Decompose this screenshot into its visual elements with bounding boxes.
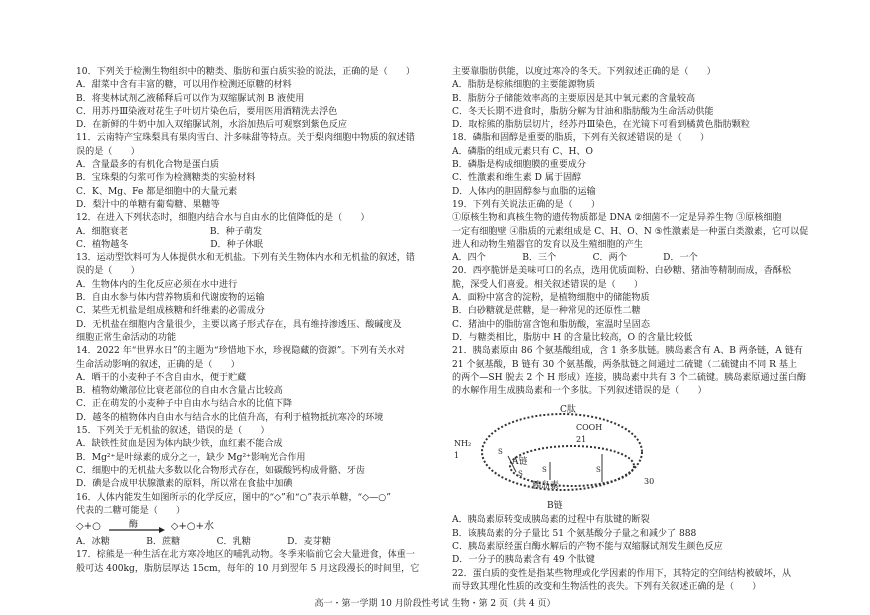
text-line: B．磷脂是构成细胞膜的重要成分: [452, 160, 586, 171]
text-line: ①原核生物和真核生物的遗传物质都是 DNA ②细菌不一定是异养生物 ③原核细胞: [452, 213, 782, 224]
text-line: B．该胰岛素的分子量比 51 个氨基酸分子量之和减少了 888: [452, 528, 697, 539]
text-line: D．无机盐在细胞内含量很少，主要以离子形式存在，具有维持渗透压、酸碱度及: [76, 319, 402, 330]
cooh-label: COOH: [576, 423, 603, 433]
text-line: 22．蛋白质的变性是指某些物理或化学因素的作用下，其特定的空间结构被破坏，从: [452, 568, 791, 579]
left-column: [76, 66, 442, 576]
text-line: B．白砂糖就是蔗糖，是一种常见的还原性二糖: [452, 306, 641, 317]
text-line: 10．下列关于检测生物组织中的糖类、脂肪和蛋白质实验的说法，正确的是（ ）: [76, 67, 415, 77]
text-line: 细胞正常生命活动的功能: [76, 332, 177, 343]
sulfur-label: S: [596, 466, 601, 475]
c-peptide-label: C肽: [560, 405, 576, 416]
residue-21-label: 21: [576, 435, 587, 445]
text-line: D．与糖类相比，脂肪中 H 的含量比较高，O 的含量比较低: [452, 332, 693, 343]
text-line: B．脂肪分子储能效率高的主要原因是其中氧元素的含量较高: [452, 93, 696, 104]
sulfur-label: S: [542, 466, 547, 475]
left-lines-2: [76, 536, 442, 576]
text-line: A．生物体内的生化反应必须在水中进行: [76, 279, 238, 290]
text-line: A．面粉中富含的淀粉，是植物细胞中的储能物质: [452, 293, 650, 304]
text-line: A．缺铁性贫血是因为体内缺少铁，血红素不能合成: [76, 439, 283, 450]
text-line: 般可达 400kg，脂肪层厚达 15cm，每年的 10 月到翌年 5 月这段漫长的时间里，它: [76, 563, 420, 574]
text-line: C．某些无机盐是组成核糖和纤维素的必需成分: [76, 306, 265, 317]
formula-lhs: ◇+○: [76, 521, 101, 533]
text-line: A．细胞衰老 B．种子萌发: [76, 226, 263, 237]
text-line: 16．人体内能发生如图所示的化学反应，图中的“◇”和“○”表示单糖，“◇—○”: [76, 492, 391, 503]
text-line: 一定有细胞壁 ④脂质的元素组成是 C、H、O、N ⑤性激素是一种蛋白类激素，它可以促: [452, 226, 809, 237]
text-line: 脆，深受人们喜爱。相关叙述错误的是（ ）: [452, 279, 643, 290]
text-line: A．磷脂的组成元素只有 C、H、O: [452, 146, 593, 157]
text-line: 14．2022 年“世界水日”的主题为“珍惜地下水，珍视隐藏的资源”。下列有关水对: [76, 346, 406, 357]
text-line: A．晒干的小麦种子不含自由水，便于贮藏: [76, 372, 247, 383]
page-footer: 高一・第一学期 10 月阶段性考试 生物・第 2 页（共 4 页）: [314, 599, 556, 609]
residue-1-label: 1: [454, 451, 460, 461]
text-line: 12．在进入下列状态时，细胞内结合水与自由水的比值降低的是（ ）: [76, 213, 370, 224]
text-line: 18．磷脂和固醇是重要的脂质，下列有关叙述错误的是（ ）: [452, 133, 710, 144]
residue-30-label: 30: [644, 477, 655, 487]
text-line: D．越冬的植物体内自由水与结合水的比值升高，有利于植物抵抗寒冷的环境: [76, 412, 384, 423]
text-line: B．宝珠梨的匀浆可作为检测糖类的实验材料: [76, 173, 256, 184]
text-line: 误的是（ ）: [76, 146, 140, 157]
text-line: 20．西亭脆饼是美味可口的名点，选用优质面粉、白砂糖、猪油等精制而成，香酥松: [452, 266, 791, 277]
text-line: 的水解作用生成胰岛素和一个多肽。下列叙述错误的是（ ）: [452, 386, 707, 397]
text-line: C．胰岛素原经蛋白酶水解后的产物不能与双缩脲试剂发生颜色反应: [452, 542, 723, 553]
arrow-icon: [107, 519, 165, 535]
text-line: C．冬天长期不进食时，脂肪分解为甘油和脂肪酸为生命活动供能: [452, 106, 714, 117]
text-line: B．Mg²⁺是叶绿素的成分之一，缺少 Mg²⁺影响光合作用: [76, 452, 306, 463]
text-line: 进人和动物生殖器官的发育以及生殖细胞的产生: [452, 239, 643, 250]
text-line: 21 个氨基酸，B 链有 30 个氨基酸，两条肽链之间通过二硫键（二硫键由不同 R 基上: [452, 359, 798, 370]
text-line: 生命活动影响的叙述，正确的是（ ）: [76, 359, 240, 370]
b-chain-label: B链: [547, 501, 563, 512]
text-line: A．甜菜中含有丰富的糖，可以用作检测还原糖的材料: [76, 80, 292, 91]
text-line: C．用苏丹Ⅲ染液对花生子叶切片染色后，要用医用酒精洗去浮色: [76, 106, 338, 117]
text-line: 17．棕熊是一种生活在北方寒冷地区的哺乳动物。冬季来临前它会大量进食，体重一: [76, 550, 415, 561]
text-line: 15．下列关于无机盐的叙述，错误的是（ ）: [76, 426, 270, 437]
text-line: 主要靠脂肪供能，以度过寒冷的冬天。下列叙述正确的是（ ）: [452, 67, 716, 77]
text-line: C．植物越冬 D．种子休眠: [76, 239, 264, 250]
text-line: B．植物幼嫩部位比衰老部位的自由水含量占比较高: [76, 386, 283, 397]
text-line: A．含量最多的有机化合物是蛋白质: [76, 160, 219, 171]
insulin-label: 胰岛素: [532, 481, 560, 492]
nh2-label: NH₂: [454, 439, 472, 449]
text-line: A．胰岛素原转变成胰岛素的过程中有肽键的断裂: [452, 515, 650, 526]
text-line: C．正在萌发的小麦种子中自由水与结合水的比值下降: [76, 399, 293, 410]
text-line: 而导致其理化性质的改变和生物活性的丧失。下列有关叙述正确的是（ ）: [452, 581, 762, 592]
text-line: 19．下列有关说法正确的是（ ）: [452, 199, 600, 210]
insulin-diagram: [452, 400, 822, 512]
sulfur-label: S: [498, 448, 503, 457]
text-line: D．一分子的胰岛素含有 49 个肽键: [452, 555, 595, 566]
text-line: C．细胞中的无机盐大多数以化合物形式存在，如碳酸钙构成骨骼、牙齿: [76, 465, 365, 476]
text-line: D．在新鲜的牛奶中加入双缩脲试剂，水浴加热后可观察到紫色反应: [76, 120, 348, 131]
text-line: C．K、Mg、Fe 都是细胞中的大量元素: [76, 186, 238, 197]
enzyme-label: 酶: [128, 520, 138, 531]
text-line: B．自由水参与体内营养物质和代谢废物的运输: [76, 293, 265, 304]
text-line: 13．运动型饮料可为人体提供水和无机盐。下列有关生物体内水和无机盐的叙述，错: [76, 253, 415, 264]
text-line: D．梨汁中的单糖有葡萄糖、果糖等: [76, 199, 220, 210]
sulfur-label: S: [518, 470, 523, 479]
text-line: A．四个 B．三个 C．两个 D．一个: [452, 253, 698, 264]
text-line: 11．云南特产宝珠梨具有果肉雪白、汁多味甜等特点。关于梨肉细胞中物质的叙述错: [76, 133, 415, 144]
text-line: A．脂肪是棕熊细胞的主要能源物质: [452, 80, 595, 91]
text-line: 21．胰岛素原由 86 个氨基酸组成，含 1 条多肽链。胰岛素含有 A、B 两条链，A 链有: [452, 346, 803, 357]
text-line: D．取棕熊的脂肪层切片，经苏丹Ⅲ染色，在光镜下可看到橘黄色脂肪颗粒: [452, 120, 750, 131]
text-line: 代表的二糖可能是（ ）: [76, 505, 186, 516]
insulin-structure-figure: [452, 400, 692, 512]
text-line: 的两个—SH 脱去 2 个 H 形成）连接，胰岛素中共有 3 个二硫键。胰岛素原通过蛋白酶: [452, 372, 806, 383]
reaction-formula: [76, 518, 442, 536]
text-line: D．人体内的胆固醇参与血脂的运输: [452, 186, 596, 197]
left-lines-1: [76, 66, 442, 518]
text-line: C．猪油中的脂肪富含饱和脂肪酸，室温时呈固态: [452, 319, 650, 330]
right-lines-2: [452, 514, 822, 594]
a-chain-label: A链: [512, 457, 528, 468]
text-line: B．将斐林试剂乙液稀释后可以作为双缩脲试剂 B 液使用: [76, 93, 305, 104]
formula-rhs: ◇+○+水: [170, 521, 214, 533]
right-column: [452, 66, 822, 594]
text-line: 误的是（ ）: [76, 266, 140, 277]
text-line: D．碘是合成甲状腺激素的原料，所以常在食盐中加碘: [76, 479, 293, 490]
right-lines-1: [452, 66, 822, 398]
text-line: C．性激素和维生素 D 属于固醇: [452, 173, 582, 184]
text-line: A．冰糖 B．蔗糖 C．乳糖 D．麦芽糖: [76, 537, 331, 548]
